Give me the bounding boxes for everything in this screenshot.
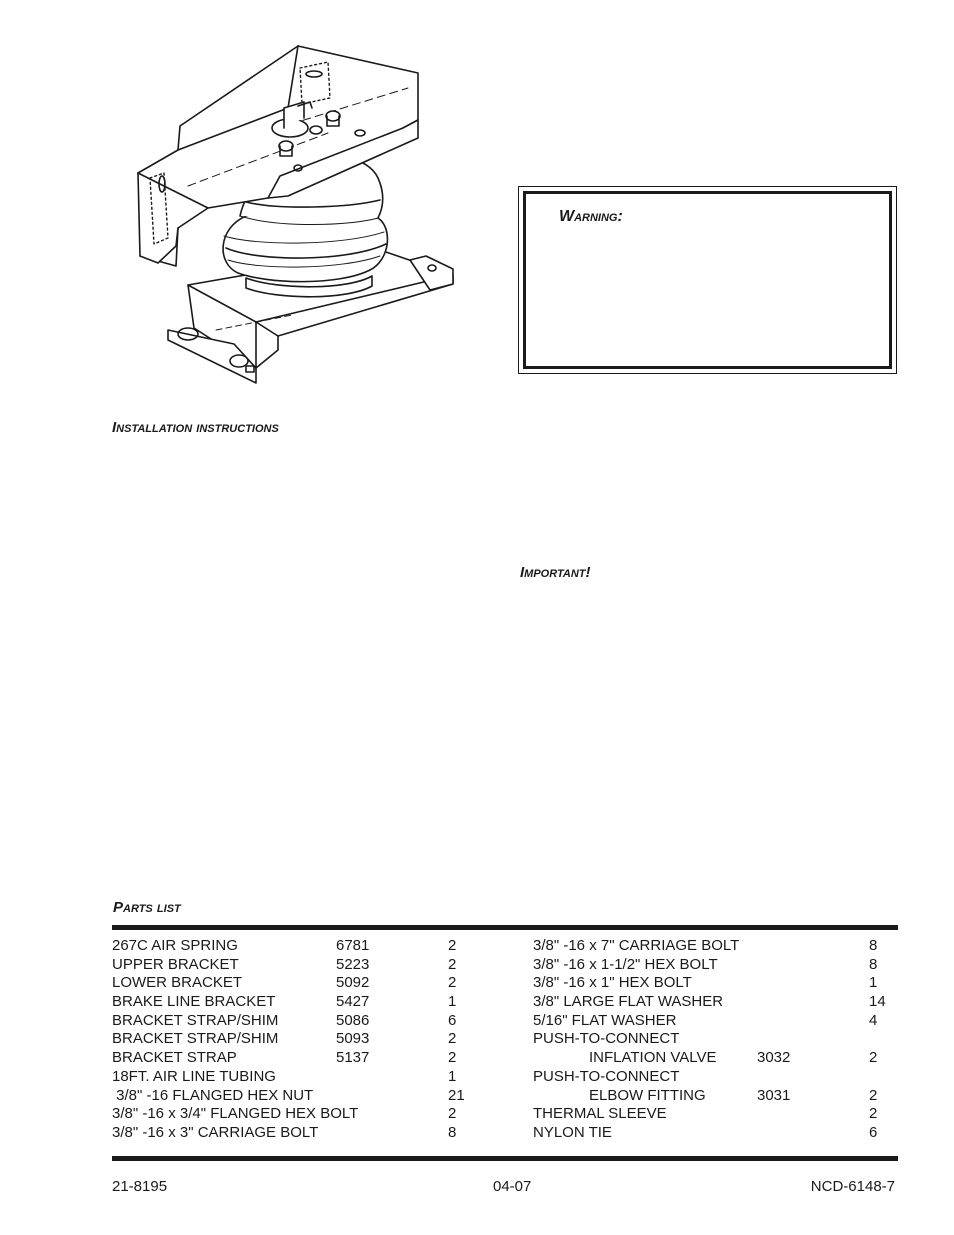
parts-list-row — [533, 1105, 893, 1124]
part-name: 5/16" FLAT WASHER — [533, 1011, 677, 1029]
part-quantity: 8 — [869, 937, 878, 954]
warning-title: Warning: — [559, 208, 623, 225]
part-name: NYLON TIE — [533, 1123, 612, 1141]
warning-box — [518, 186, 897, 374]
part-number: 5092 — [336, 974, 370, 992]
part-number: 5223 — [336, 955, 370, 973]
part-number: 6781 — [336, 937, 370, 954]
part-quantity: 6 — [869, 1123, 878, 1141]
parts-list-row — [112, 1124, 472, 1143]
parts-list-row — [533, 956, 893, 975]
part-quantity: 2 — [448, 1049, 457, 1067]
part-name: 267C AIR SPRING — [112, 937, 238, 954]
part-quantity: 6 — [448, 1011, 457, 1029]
part-name: 3/8" -16 x 1-1/2" HEX BOLT — [533, 955, 718, 973]
parts-list-top-rule — [112, 925, 898, 930]
parts-list-row — [533, 974, 893, 993]
part-quantity: 2 — [448, 1030, 457, 1048]
part-number: 5137 — [336, 1049, 370, 1067]
part-quantity: 1 — [869, 974, 878, 992]
part-name: 3/8" -16 x 7" CARRIAGE BOLT — [533, 937, 740, 954]
parts-list-row — [112, 1030, 472, 1049]
part-quantity: 2 — [448, 974, 457, 992]
parts-list-row — [112, 1012, 472, 1031]
part-name: LOWER BRACKET — [112, 974, 243, 992]
parts-list-row — [112, 1087, 472, 1106]
part-name: ELBOW FITTING — [589, 1086, 706, 1104]
part-name: INFLATION VALVE — [589, 1049, 717, 1067]
part-name: 3/8" -16 FLANGED HEX NUT — [112, 1086, 314, 1104]
parts-list-left-column — [112, 937, 472, 1143]
part-quantity: 14 — [869, 993, 886, 1011]
parts-list-row — [533, 1049, 893, 1068]
part-number: 5093 — [336, 1030, 370, 1048]
part-name: 3/8" LARGE FLAT WASHER — [533, 993, 724, 1011]
parts-list-row — [533, 1012, 893, 1031]
parts-list-row — [533, 937, 893, 956]
part-name: UPPER BRACKET — [112, 955, 239, 973]
part-name: THERMAL SLEEVE — [533, 1105, 667, 1123]
part-name: 18FT. AIR LINE TUBING — [112, 1067, 276, 1085]
parts-list-heading: Parts list — [113, 899, 181, 916]
part-quantity: 21 — [448, 1086, 465, 1104]
part-name: 3/8" -16 x 3/4" FLANGED HEX BOLT — [112, 1105, 359, 1123]
part-number: 3032 — [757, 1049, 791, 1067]
parts-list-row — [112, 956, 472, 975]
part-number: 5427 — [336, 993, 370, 1011]
part-name: BRACKET STRAP/SHIM — [112, 1030, 279, 1048]
part-name: PUSH-TO-CONNECT — [533, 1030, 680, 1048]
parts-list-row — [533, 1030, 893, 1049]
footer-part-code: NCD-6148-7 — [810, 1178, 895, 1195]
part-quantity: 1 — [448, 1067, 457, 1085]
part-quantity: 2 — [869, 1105, 878, 1123]
part-name: 3/8" -16 x 3" CARRIAGE BOLT — [112, 1123, 319, 1141]
part-number: 5086 — [336, 1011, 370, 1029]
part-number: 3031 — [757, 1086, 791, 1104]
part-name: 3/8" -16 x 1" HEX BOLT — [533, 974, 692, 992]
parts-list-row — [112, 937, 472, 956]
part-quantity: 8 — [869, 955, 878, 973]
part-quantity: 2 — [869, 1049, 878, 1067]
parts-list-row — [533, 1124, 893, 1143]
part-quantity: 4 — [869, 1011, 878, 1029]
part-name: BRACKET STRAP/SHIM — [112, 1011, 279, 1029]
parts-list-row — [112, 1105, 472, 1124]
part-quantity: 1 — [448, 993, 457, 1011]
part-quantity: 2 — [869, 1086, 878, 1104]
parts-list-row — [112, 1068, 472, 1087]
parts-list-row — [533, 1068, 893, 1087]
parts-list-row — [112, 1049, 472, 1068]
parts-list-row — [533, 1087, 893, 1106]
warning-box-inner-border — [523, 191, 892, 369]
parts-list-right-column — [533, 937, 893, 1143]
part-name: BRACKET STRAP — [112, 1049, 237, 1067]
part-quantity: 2 — [448, 1105, 457, 1123]
footer-date: 04-07 — [493, 1178, 532, 1195]
air-spring-kit-illustration — [128, 38, 458, 388]
parts-list-row — [112, 974, 472, 993]
part-quantity: 8 — [448, 1123, 457, 1141]
footer-document-number: 21-8195 — [112, 1178, 168, 1195]
important-heading: Important! — [520, 564, 591, 581]
part-quantity: 2 — [448, 955, 457, 973]
part-name: BRAKE LINE BRACKET — [112, 993, 276, 1011]
parts-list-row — [112, 993, 472, 1012]
parts-list-bottom-rule — [112, 1156, 898, 1161]
part-name: PUSH-TO-CONNECT — [533, 1067, 680, 1085]
part-quantity: 2 — [448, 937, 457, 954]
parts-list-row — [533, 993, 893, 1012]
installation-instructions-heading: Installation instructions — [112, 419, 279, 436]
